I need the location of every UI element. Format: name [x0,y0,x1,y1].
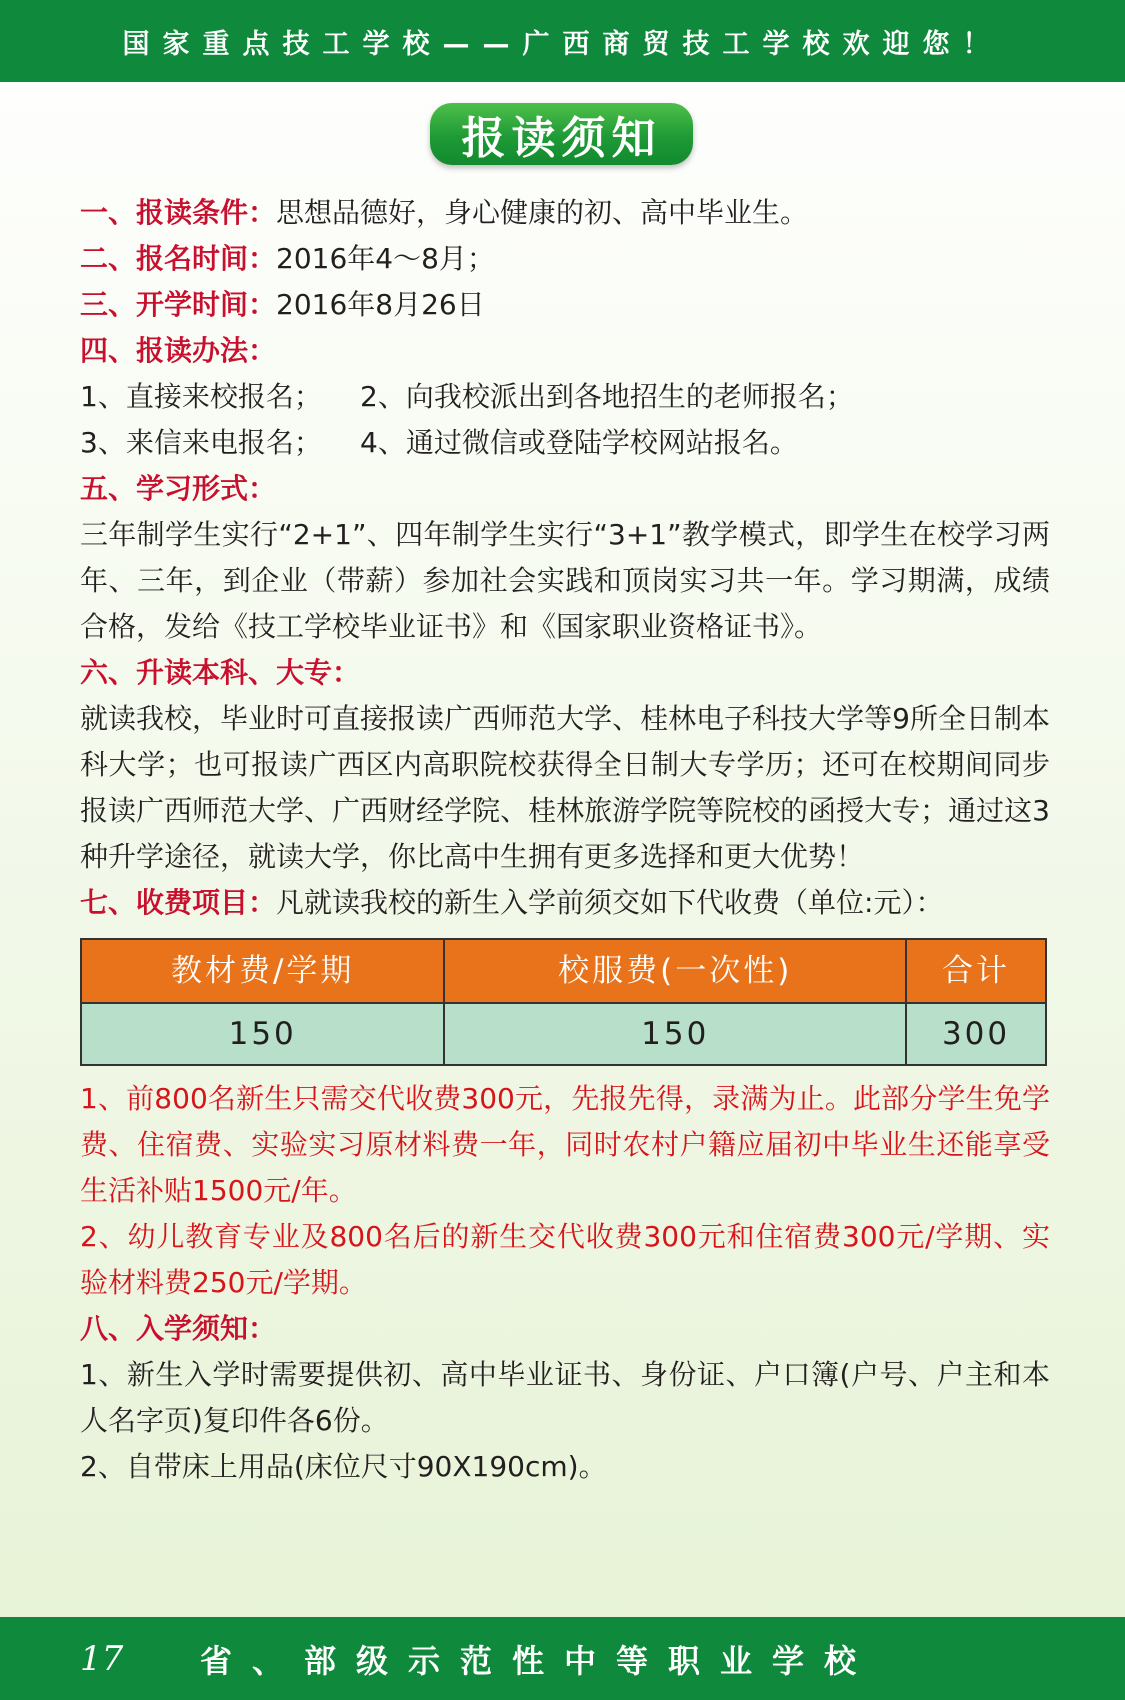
method-item: 4、通过微信或登陆学校网站报名。 [360,426,798,459]
fee-note: 1、前800名新生只需交代收费300元，先报先得，录满为止。此部分学生免学费、住宿费、实验实习原材料费一年，同时农村户籍应届初中毕业生还能享受生活补贴1500元/年。 [80,1082,1050,1207]
section-label: 一、报读条件： [80,196,277,229]
fee-table [80,938,1047,1066]
section-fees [80,880,1050,926]
section-methods-label: 四、报读办法： [80,334,277,367]
section-text: 凡就读我校的新生入学前须交如下代收费（单位:元）： [276,886,944,919]
section-methods [80,374,1050,466]
section-start-date [80,282,1050,328]
table-cell: 150 [81,1003,444,1065]
page-title [430,103,693,165]
section-study-label: 五、学习形式： [80,472,277,505]
section-upgrade-label: 六、升读本科、大专： [80,656,361,689]
section-registration-time [80,236,1050,282]
section-text: 2016年8月26日 [276,288,485,321]
section-requirements [80,190,1050,236]
table-row [81,1003,1046,1065]
top-banner [0,0,1125,82]
section-label: 二、报名时间： [80,242,277,275]
method-item: 1、直接来校报名； [80,380,322,413]
method-item: 3、来信来电报名； [80,426,322,459]
section-study-text: 三年制学生实行“2+1”、四年制学生实行“3+1”教学模式，即学生在校学习两年、三年，到企业（带薪）参加社会实践和顶岗实习共一年。学习期满，成绩合格，发给《技工学校毕业证书》和《国家职业资格证书》。 [80,518,1050,643]
section-label: 七、收费项目： [80,886,277,919]
section-text: 思想品德好，身心健康的初、高中毕业生。 [276,196,809,229]
fee-note: 2、幼儿教育专业及800名后的新生交代收费300元和住宿费300元/学期、实验材料费250元/学期。 [80,1220,1050,1299]
content [80,190,1050,1490]
table-header-cell: 校服费(一次性) [444,939,906,1003]
section-enrollment-label: 八、入学须知： [80,1312,277,1345]
enrollment-item: 2、自带床上用品(床位尺寸90X190cm)。 [80,1450,607,1483]
bottom-banner [0,1617,1125,1700]
page-number: 17 [80,1638,124,1679]
section-upgrade-text: 就读我校，毕业时可直接报读广西师范大学、桂林电子科技大学等9所全日制本科大学；也可报读广西区内高职院校获得全日制大专学历；还可在校期间同步报读广西师范大学、广西财经学院、桂林旅游学院等院校的函授大专；通过这3种升学途径，就读大学，你比高中生拥有更多选择和更大优势！ [80,702,1050,873]
method-item: 2、向我校派出到各地招生的老师报名； [360,380,854,413]
table-cell: 300 [906,1003,1046,1065]
table-header-cell: 教材费/学期 [81,939,444,1003]
table-header-row [81,939,1046,1003]
table-cell: 150 [444,1003,906,1065]
section-label: 三、开学时间： [80,288,277,321]
enrollment-item: 1、新生入学时需要提供初、高中毕业证书、身份证、户口簿(户号、户主和本人名字页)复印件各6份。 [80,1358,1050,1437]
table-header-cell: 合计 [906,939,1046,1003]
page-title-text: 报读须知 [461,113,662,164]
section-text: 2016年4～8月； [276,242,495,275]
footer-slogan: 省、部级示范性中等职业学校 [200,1641,877,1680]
top-banner-text: 国家重点技工学校——广西商贸技工学校欢迎您！ [122,28,1003,60]
